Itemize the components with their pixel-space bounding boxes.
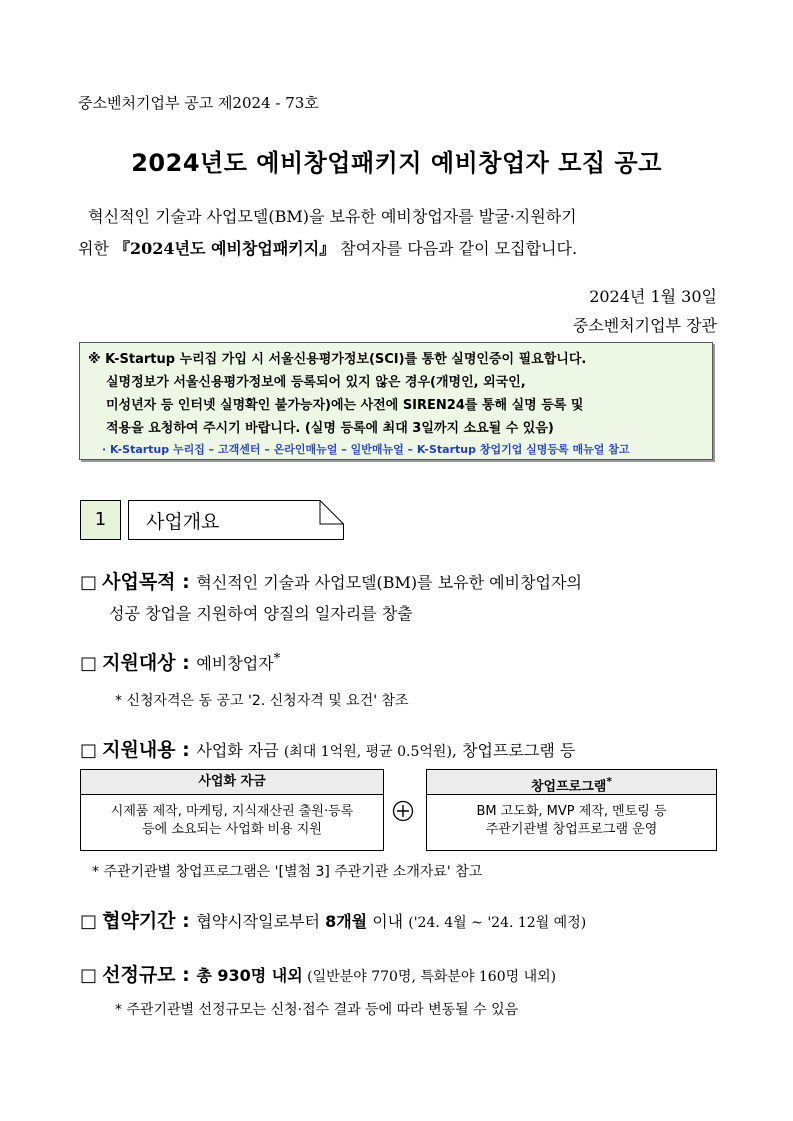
issuer: 중소벤처기업부 장관 <box>572 316 717 335</box>
period-colon: : <box>175 910 197 932</box>
checkbox-icon: □ <box>80 740 98 761</box>
item-content <box>80 735 575 762</box>
item-scale <box>80 960 556 987</box>
program-body <box>426 795 717 851</box>
funding-header: 사업화 자금 <box>80 769 384 795</box>
scale-breakdown: (일반분야 770명, 특화분야 160명 내외) <box>302 969 557 985</box>
page-title: 2024년도 예비창업패키지 예비창업자 모집 공고 <box>131 149 662 177</box>
target-label: 지원대상 <box>102 652 176 674</box>
checkbox-icon: □ <box>80 572 98 593</box>
item-period <box>80 906 586 933</box>
intro-line-2 <box>78 236 718 259</box>
purpose-label: 사업목적 <box>102 571 176 593</box>
purpose-colon: : <box>175 571 197 593</box>
intro-suffix: 참여자를 다음과 같이 모집합니다. <box>335 239 578 258</box>
content-label: 지원내용 <box>102 739 176 761</box>
target-colon: : <box>175 652 197 674</box>
item-target <box>80 648 280 675</box>
scale-note: * 주관기관별 선정규모는 신청·접수 결과 등에 따라 변동될 수 있음 <box>115 1002 519 1018</box>
period-label: 협약기간 <box>102 910 176 932</box>
program-name: 『2024년도 예비창업패키지』 <box>114 239 336 258</box>
program-footnote-mark: * <box>606 775 613 788</box>
content-colon: : <box>175 739 197 761</box>
scale-colon: : <box>175 964 197 986</box>
notice-number: 중소벤처기업부 공고 제2024 - 73호 <box>78 94 319 112</box>
info-line-2: 실명정보가 서울신용평가정보에 등록되어 있지 않은 경우(개명인, 외국인, <box>106 375 526 390</box>
info-line-1: ※ K-Startup 누리집 가입 시 서울신용평가정보(SCI)를 통한 실명인증이 필요합니다. <box>88 352 587 367</box>
funding-body <box>80 795 384 851</box>
item-purpose <box>80 567 582 594</box>
program-note: * 주관기관별 창업프로그램은 '[별첨 3] 주관기관 소개자료' 참고 <box>92 864 483 880</box>
program-body-line-1: BM 고도화, MVP 제작, 멘토링 등 <box>476 804 667 819</box>
intro-line-1 <box>78 204 718 227</box>
section-title: 사업개요 <box>146 511 220 533</box>
notice-date: 2024년 1월 30일 <box>589 287 717 306</box>
funding-body-line-1: 시제품 제작, 마케팅, 지식재산권 출원·등록 <box>110 804 354 819</box>
target-note: * 신청자격은 동 공고 '2. 신청자격 및 요건' 참조 <box>115 693 409 709</box>
period-text-a: 협약시작일로부터 <box>196 912 326 931</box>
program-header-text: 창업프로그램 <box>530 779 607 795</box>
section-number: 1 <box>80 500 121 540</box>
program-body-line-2: 주관기관별 창업프로그램 운영 <box>485 822 658 837</box>
checkbox-icon: □ <box>80 911 98 932</box>
scale-total: 총 930명 내외 <box>196 966 303 985</box>
info-line-4: 적용을 요청하여 주시기 바랍니다. (실명 등록에 최대 3일까지 소요될 수 있음) <box>106 421 554 436</box>
purpose-text-2: 성공 창업을 지원하여 양질의 일자리를 창출 <box>109 604 413 623</box>
intro-text-1: 혁신적인 기술과 사업모델(BM)을 보유한 예비창업자를 발굴·지원하기 <box>88 207 577 226</box>
target-text: 예비창업자 <box>196 654 274 673</box>
intro-prefix: 위한 <box>78 239 114 258</box>
info-manual-path: · K-Startup 누리집 – 고객센터 – 온라인매뉴얼 – 일반매뉴얼 – K-Startup 창업기업 실명등록 매뉴얼 참고 <box>102 443 630 456</box>
content-text-a: 사업화 자금 <box>196 741 284 760</box>
notice-infobox <box>79 342 713 460</box>
content-text-b: , 창업프로그램 등 <box>451 741 576 760</box>
section-title-box <box>128 500 344 540</box>
period-months: 8개월 <box>325 912 368 931</box>
content-text-small: (최대 1억원, 평균 0.5억원) <box>283 744 452 760</box>
period-range: ('24. 4월 ~ '24. 12월 예정) <box>408 915 587 931</box>
circled-plus-icon <box>392 800 414 822</box>
checkbox-icon: □ <box>80 653 98 674</box>
funding-body-line-2: 등에 소요되는 사업화 비용 지원 <box>142 822 322 837</box>
period-text-b: 이내 <box>367 912 409 931</box>
program-header <box>426 769 717 795</box>
target-footnote-mark: * <box>273 651 281 667</box>
checkbox-icon: □ <box>80 965 98 986</box>
purpose-text-1: 혁신적인 기술과 사업모델(BM)를 보유한 예비창업자의 <box>196 573 582 592</box>
info-line-3: 미성년자 등 인터넷 실명확인 불가능자)에는 사전에 SIREN24를 통해 실명 등록 및 <box>106 398 584 413</box>
scale-label: 선정규모 <box>102 964 176 986</box>
